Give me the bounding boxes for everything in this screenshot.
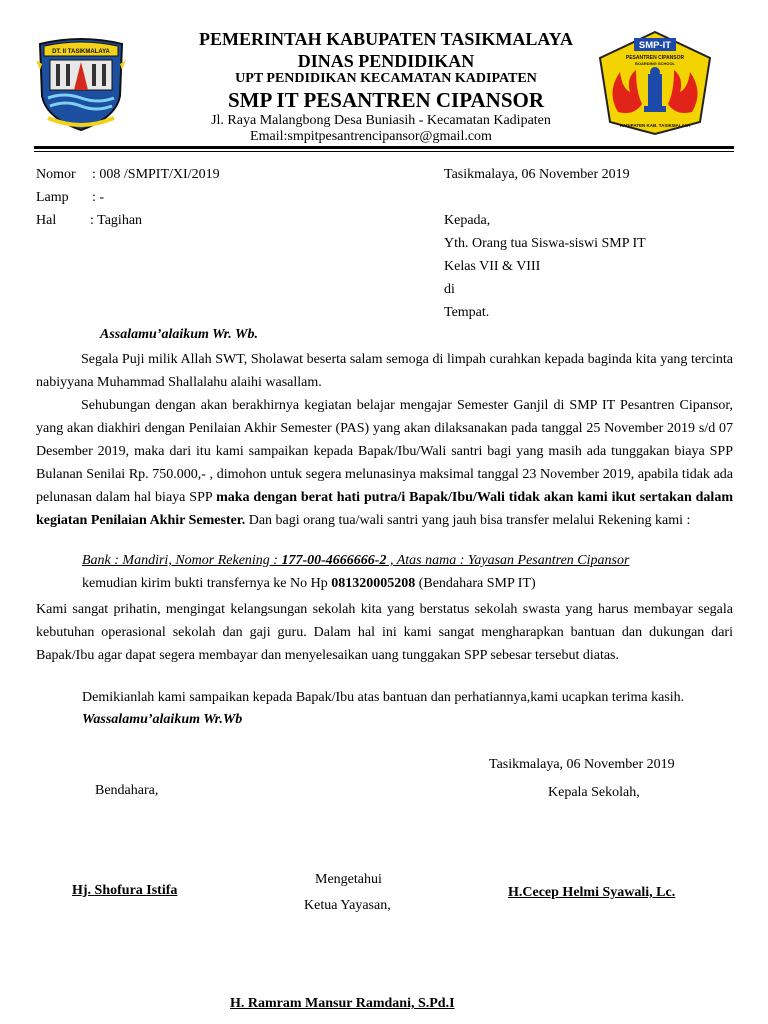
- kepala-sekolah-name: H.Cecep Helmi Syawali, Lc.: [508, 885, 676, 900]
- bank-account-number: 177-00-4666666-2: [281, 553, 387, 568]
- paragraph-3: [36, 598, 733, 667]
- header-line1: PEMERINTAH KABUPATEN TASIKMALAYA: [198, 29, 574, 49]
- transfer-note: (Bendahara SMP IT): [415, 576, 536, 591]
- left-logo-text: DT. II TASIKMALAYA: [52, 49, 110, 55]
- recipient-kepada: Kepada,: [444, 213, 491, 228]
- lamp-label: Lamp: [36, 190, 69, 205]
- bank-account-line: [82, 553, 629, 569]
- nomor-label: Nomor: [36, 167, 76, 182]
- header-line2: DINAS PENDIDIKAN: [297, 51, 475, 71]
- school-address: Jl. Raya Malangbong Desa Buniasih - Kecamatan Kadipaten: [211, 113, 551, 128]
- bendahara-title: Bendahara,: [95, 783, 159, 798]
- paragraph-1: [36, 348, 733, 394]
- bank-label: Bank : Mandiri, Nomor Rekening :: [82, 553, 282, 568]
- recipient-line3: di: [444, 282, 455, 297]
- paragraph-2-text: Sehubungan dengan akan berakhirnya kegiatan belajar mengajar Semester Ganjil di SMP IT Pesantren Cipansor, yang akan diakhiri dengan Penilaian Akhir Semester (PAS) yang akan dilaksanakan pada tanggal 25 November 2019 s/d 07 Desember 2019, maka dari itu kami sampaikan kepada Bapak/Ibu/Wali santri bagi yang masih ada tunggakan biaya SPP Bulanan Senilai Rp. 750.000,- , dimohon untuk segera melunasinya maksimal tanggal 23 November 2019, apabila tidak ada pelunasan dalam hal biaya SPP: [36, 398, 733, 505]
- transfer-text: kemudian kirim bukti transfernya ke No Hp: [82, 576, 332, 591]
- hal-label: Hal: [36, 213, 57, 228]
- right-logo-sub2: BOARDING SCHOOL: [635, 61, 675, 66]
- nomor-value: : 008 /SMPIT/XI/2019: [92, 167, 220, 182]
- bank-account-name: , Atas nama : Yayasan Pesantren Cipansor: [386, 553, 630, 568]
- kabupaten-tasikmalaya-logo: [36, 36, 126, 132]
- paragraph-4: Demikianlah kami sampaikan kepada Bapak/Ibu atas bantuan dan perhatiannya,kami ucapkan terima kasih.: [82, 690, 685, 705]
- lamp-value: : -: [92, 190, 105, 205]
- treasurer-phone: 081320005208: [331, 576, 416, 591]
- recipient-line1: Yth. Orang tua Siswa-siswi SMP IT: [444, 236, 646, 251]
- right-logo-sub1: PESANTREN CIPANSOR: [625, 55, 685, 61]
- school-name: SMP IT PESANTREN CIPANSOR: [227, 88, 545, 112]
- recipient-line2: Kelas VII & VIII: [444, 259, 541, 274]
- ketua-yayasan-title: Ketua Yayasan,: [304, 898, 391, 913]
- hal-value: : Tagihan: [90, 213, 143, 228]
- closing-greeting: Wassalamu’alaikum Wr.Wb: [82, 712, 243, 727]
- school-email: Email:smpitpesantrencipansor@gmail.com: [250, 129, 492, 144]
- kepala-sekolah-title: Kepala Sekolah,: [548, 785, 640, 800]
- letter-date: Tasikmalaya, 06 November 2019: [444, 167, 630, 182]
- mengetahui-label: Mengetahui: [315, 872, 382, 887]
- right-logo-top: SMP-IT: [638, 40, 672, 51]
- header-rule-thin: [34, 151, 734, 152]
- bendahara-name: Hj. Shofura Istifa: [72, 883, 178, 898]
- paragraph-1-text: Segala Puji milik Allah SWT, Sholawat beserta salam semoga di limpah curahkan kepada baginda kita yang tercinta nabiyyana Muhammad Shallalahu alaihi wasallam.: [36, 352, 733, 390]
- paragraph-2-end: Dan bagi orang tua/wali santri yang jauh bisa transfer melalui Rekening kami :: [245, 513, 691, 528]
- header-rule-thick: [34, 146, 734, 149]
- paragraph-3-text: Kami sangat prihatin, mengingat kelangsungan sekolah kita yang berstatus sekolah swasta yang harus membayar segala kebutuhan operasional sekolah dan gaji guru. Dalam hal ini kami sangat mengharapkan bantuan dan dukungan dari Bapak/Ibu agar dapat segera membayar dan menyelesaikan uang tunggakan SPP sebesar tersebut diatas.: [36, 602, 733, 663]
- recipient-line4: Tempat.: [444, 305, 490, 320]
- ketua-yayasan-name: H. Ramram Mansur Ramdani, S.Pd.I: [230, 996, 455, 1011]
- paragraph-2: [36, 394, 733, 532]
- paragraph-2-warning: maka dengan berat hati putra/i Bapak/Ibu/Wali tidak akan kami ikut sertakan dalam kegiatan Penilaian Akhir Semester.: [36, 490, 733, 528]
- right-logo-bottom: KADIPATEN KAB. TASIKMALAYA: [619, 123, 691, 128]
- signature-date: Tasikmalaya, 06 November 2019: [489, 757, 675, 772]
- transfer-instruction: [82, 576, 536, 592]
- greeting: Assalamu’alaikum Wr. Wb.: [100, 327, 258, 342]
- header-line3: UPT PENDIDIKAN KECAMATAN KADIPATEN: [235, 71, 537, 86]
